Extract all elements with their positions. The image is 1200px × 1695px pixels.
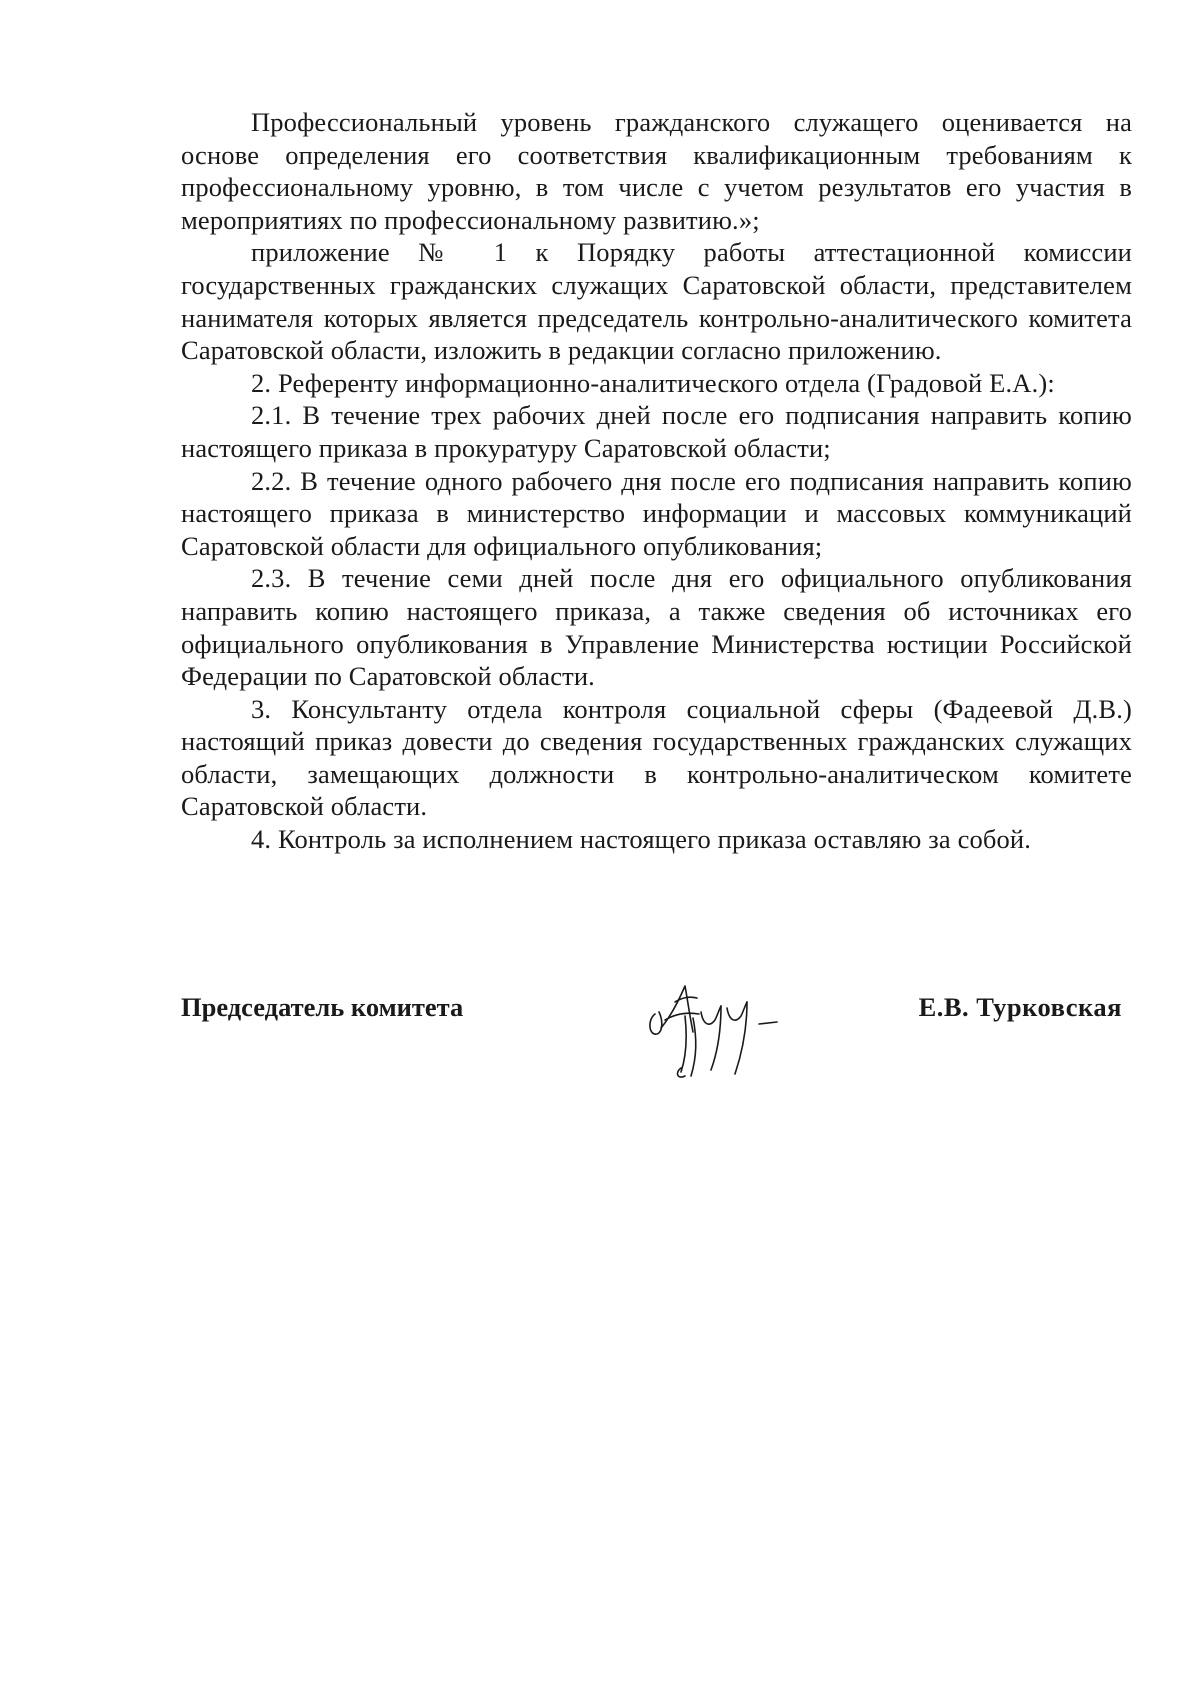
paragraph-item-2-3: 2.3. В течение семи дней после дня его официального опубликования направить копию настоящего приказа, а также сведения об источниках его официального опубликования в Управление Министерства юстиции Российской Федерации по Саратовской области.: [181, 563, 1132, 692]
signatory-name: Е.В. Турковская: [918, 992, 1122, 1022]
document-body: [181, 106, 1132, 856]
paragraph-item-2: 2. Референту информационно-аналитического отдела (Градовой Е.А.):: [251, 367, 1055, 398]
paragraph-item-3: 3. Консультанту отдела контроля социальной сферы (Фадеевой Д.В.) настоящий приказ довести до сведения государственных гражданских служащих области, замещающих должности в контрольно-аналитическом комитете Саратовской области.: [181, 693, 1132, 822]
signatory-position: Председатель комитета: [181, 992, 464, 1022]
paragraph-item-2-1: 2.1. В течение трех рабочих дней после его подписания направить копию настоящего приказа в прокуратуру Саратовской области;: [181, 400, 1132, 463]
paragraph-item-4: 4. Контроль за исполнением настоящего приказа оставляю за собой.: [251, 824, 1032, 855]
signature-block: [181, 978, 1132, 1098]
paragraph-professional-level: Профессиональный уровень гражданского служащего оценивается на основе определения его соответствия квалификационным требованиям к профессиональному уровню, в том числе с учетом результатов его участия в мероприятиях по профессиональному развитию.»;: [181, 107, 1132, 235]
paragraph-item-2-2: 2.2. В течение одного рабочего дня после его подписания направить копию настоящего приказа в министерство информации и массовых коммуникаций Саратовской области для официального опубликования;: [181, 465, 1132, 561]
handwritten-signature: [641, 972, 801, 1082]
paragraph-appendix-1: приложение № 1 к Порядку работы аттестационной комиссии государственных гражданских служащих Саратовской области, представителем нанимателя которых является председатель контрольно-аналитического комитета Саратовской области, изложить в редакции согласно приложению.: [181, 237, 1132, 366]
